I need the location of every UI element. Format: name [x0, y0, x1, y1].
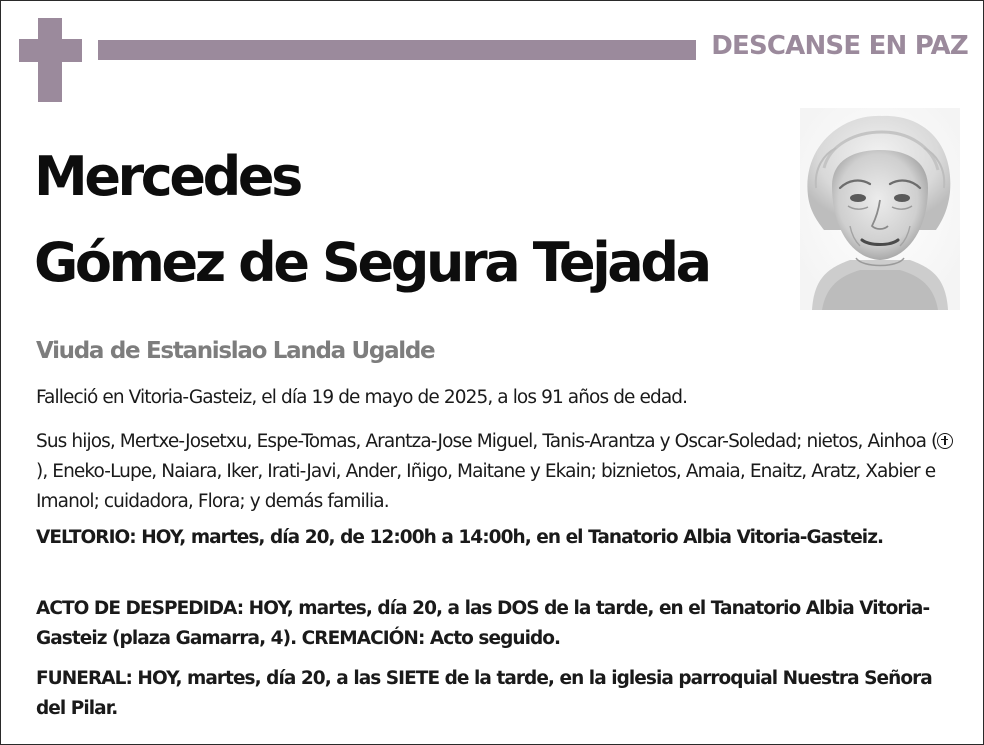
cross-horizontal-bar: [19, 39, 82, 62]
widow-subtitle: Viuda de Estanislao Landa Ugalde: [36, 338, 435, 364]
wake-info: VELTORIO: HOY, martes, día 20, de 12:00h a 14:00h, en el Tanatorio Albia Vitoria-Gasteiz.: [36, 527, 884, 548]
family-text-2: ), Eneko-Lupe, Naiara, Iker, Irati-Javi, Ander, Iñigo, Maitane y Ekain; biznietos, Amaia, Enaitz, Aratz, Xabier e Imanol; cuidadora, Flora; y demás familia.: [36, 461, 936, 512]
header-label: DESCANSE EN PAZ: [711, 31, 968, 61]
first-name: Mercedes: [34, 145, 300, 208]
deceased-name: [34, 134, 709, 306]
family-text-1: Sus hijos, Mertxe-Josetxu, Espe-Tomas, Arantza-Jose Miguel, Tanis-Arantza y Oscar-Soledad; nietos, Ainhoa (: [36, 431, 938, 452]
funeral-info: FUNERAL: HOY, martes, día 20, a las SIETE de la tarde, en la iglesia parroquial Nuestra Señora del Pilar.: [36, 668, 932, 719]
family-paragraph: [36, 427, 956, 517]
circled-cross-icon: [937, 433, 953, 449]
header-rule: [98, 40, 696, 60]
surnames: Gómez de Segura Tejada: [34, 231, 709, 294]
farewell-info: ACTO DE DESPEDIDA: HOY, martes, día 20, a las DOS de la tarde, en el Tanatorio Albia Vitoria-Gasteiz (plaza Gamarra, 4). CREMACIÓN: Acto seguido.: [36, 598, 930, 649]
death-announcement: Falleció en Vitoria-Gasteiz, el día 19 de mayo de 2025, a los 91 años de edad.: [36, 387, 688, 408]
portrait-photo: [800, 108, 960, 310]
